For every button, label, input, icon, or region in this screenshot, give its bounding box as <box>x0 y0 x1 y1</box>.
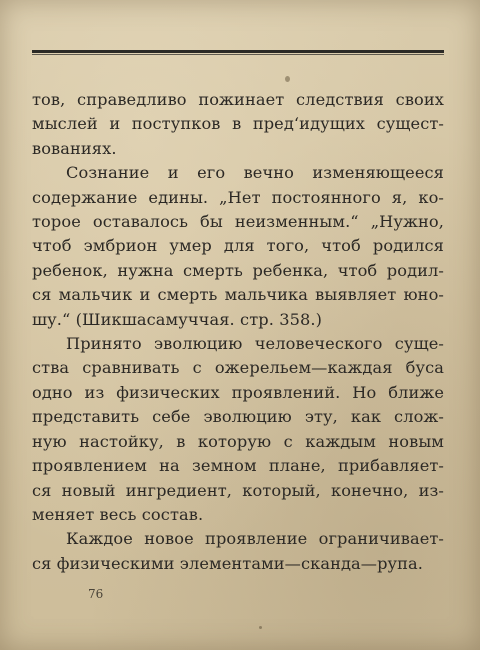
paragraph <box>32 527 444 576</box>
text-line: ную настойку, в которую с каждым новым <box>32 431 444 451</box>
text-line: шу.“ (Шикшасамуччая. стр. 358.) <box>32 309 323 329</box>
text-line: представить себе эволюцию эту, как слож- <box>32 407 444 427</box>
page-number: 76 <box>88 587 104 601</box>
text-line: тов, справедливо пожинает следствия своих <box>32 90 444 109</box>
header-rule <box>32 50 444 53</box>
text-line: Сознание и его вечно изменяющееся <box>66 163 444 183</box>
text-line: Каждое новое проявление ограничивает- <box>66 529 444 549</box>
text-line: ства сравнивать с ожерельем—каждая буса <box>32 358 444 378</box>
text-line: меняет весь состав. <box>32 504 204 524</box>
ink-speck <box>259 626 262 629</box>
text-line: проявлением на земном плане, прибавляет- <box>32 456 444 476</box>
text-line: ся физическими элементами—сканда—рупа. <box>32 553 424 573</box>
text-line: содержание едины. „Нет постоянного я, ко- <box>32 187 444 207</box>
paragraph <box>32 161 444 332</box>
ink-speck <box>285 76 290 82</box>
text-line: ребенок, нужна смерть ребенка, чтоб родил- <box>32 260 444 280</box>
paragraph <box>32 332 444 527</box>
paragraph <box>32 88 444 161</box>
text-line: мыслей и поступков в пред‘идущих сущест- <box>32 114 444 134</box>
header-rule-thin <box>32 54 444 55</box>
text-line: одно из физических проявлений. Но ближе <box>32 382 444 402</box>
text-line: ся мальчик и смерть мальчика выявляет юно- <box>32 285 444 305</box>
body-text <box>32 88 444 576</box>
text-line: чтоб эмбрион умер для того, чтоб родился <box>32 236 444 256</box>
text-line: Принято эволюцию человеческого суще- <box>66 334 444 354</box>
text-line: вованиях. <box>32 138 117 158</box>
text-line: торое оставалось бы неизменным.“ „Нужно, <box>32 212 444 232</box>
text-line: ся новый ингредиент, который, конечно, из- <box>32 480 444 500</box>
